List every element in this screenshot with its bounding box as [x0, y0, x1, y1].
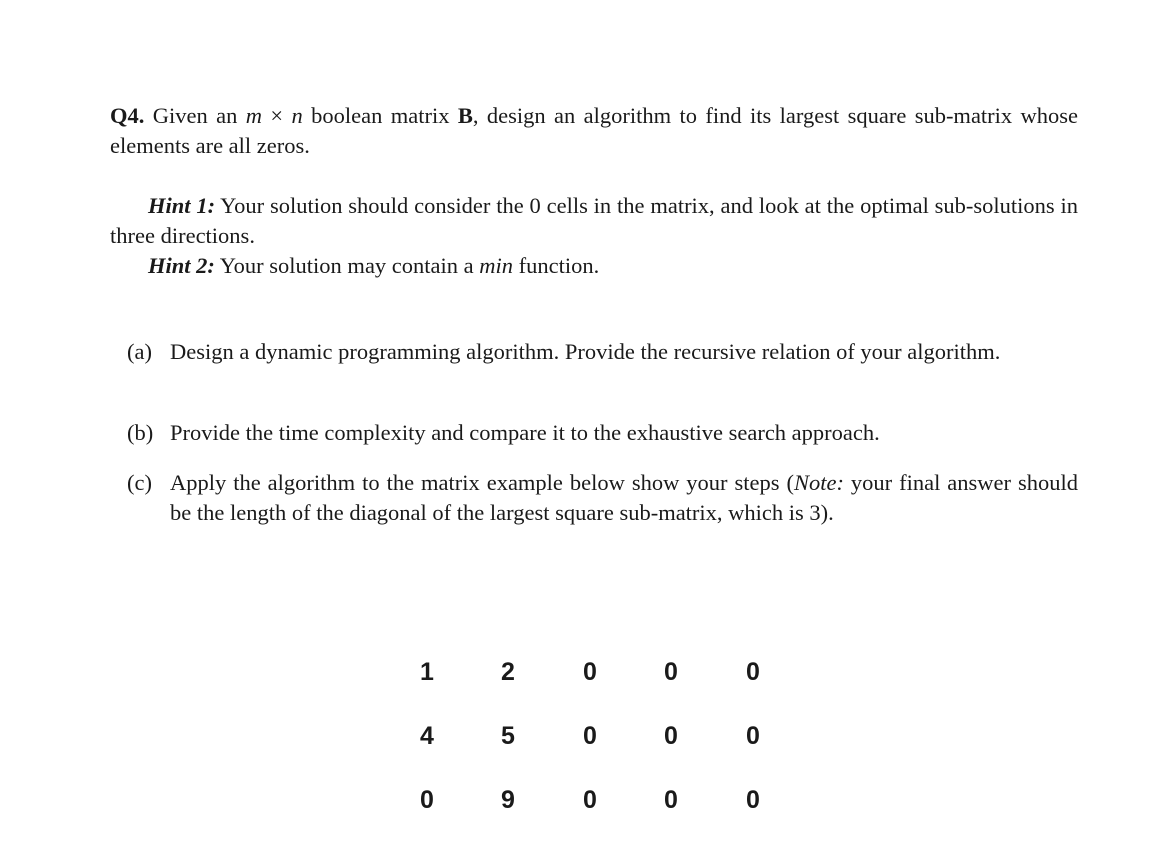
- matrix-cell: 0: [746, 786, 760, 814]
- part-a-text: Design a dynamic programming algorithm. Provide the recursive relation of your algorithm.: [170, 339, 1001, 364]
- matrix-cell: 0: [664, 786, 678, 814]
- question-number: Q4.: [110, 103, 145, 128]
- matrix-cell: 0: [664, 722, 678, 750]
- part-a-label: (a): [127, 339, 152, 364]
- part-b-text: Provide the time complexity and compare it to the exhaustive search approach.: [170, 420, 880, 445]
- hint-2: Hint 2: Your solution may contain a min function.: [148, 253, 600, 278]
- part-c: [127, 468, 1078, 528]
- matrix-cell: 0: [420, 786, 434, 814]
- matrix-cell: 5: [501, 722, 515, 750]
- matrix-cell: 0: [583, 658, 597, 686]
- matrix-cell: 1: [420, 658, 434, 686]
- part-c-label: (c): [127, 470, 152, 495]
- part-c-text: Apply the algorithm to the matrix example below show your steps (Note: your final answer should be the length of the diagonal of the largest square sub-matrix, which is 3).: [170, 470, 1078, 525]
- part-a: [127, 337, 1078, 367]
- question-paragraph: Q4. Given an m × n boolean matrix B, design an algorithm to find its largest square sub-matrix whose elements are all zeros.: [110, 103, 1079, 158]
- matrix-cell: 0: [583, 722, 597, 750]
- matrix-cell: 0: [746, 722, 760, 750]
- hint-1: Hint 1: Your solution should consider the 0 cells in the matrix, and look at the optimal sub-solutions in three directions.: [110, 193, 1079, 248]
- matrix-cell: 9: [501, 786, 515, 814]
- part-b-label: (b): [127, 420, 154, 445]
- matrix-cell: 4: [420, 722, 434, 750]
- matrix-cell: 0: [664, 658, 678, 686]
- matrix-cell: 2: [501, 658, 515, 686]
- part-b: [127, 418, 1078, 448]
- matrix-cell: 0: [746, 658, 760, 686]
- matrix-cell: 0: [583, 786, 597, 814]
